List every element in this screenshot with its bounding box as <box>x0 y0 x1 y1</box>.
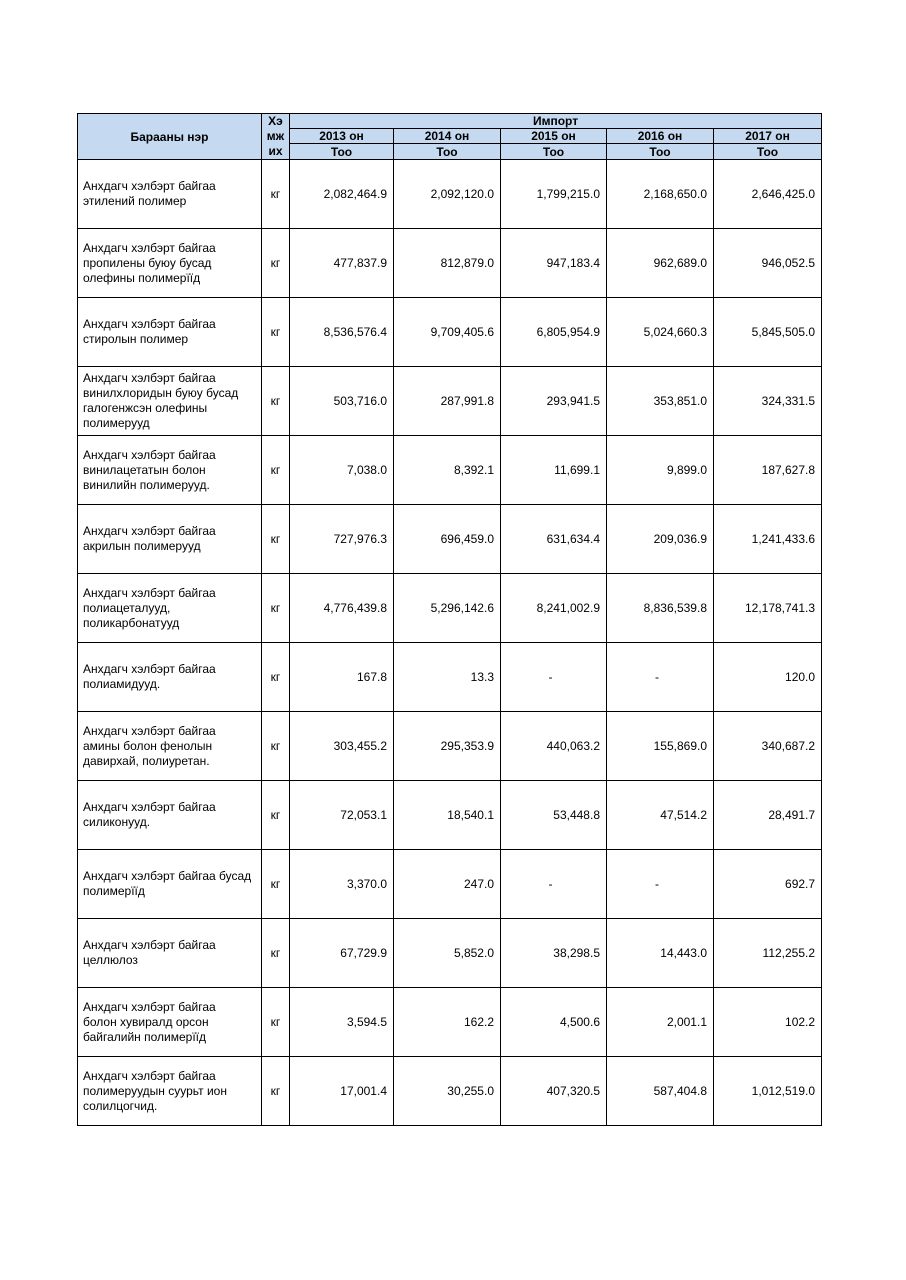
value-cell: 5,024,660.3 <box>607 298 714 367</box>
product-name-line: поликарбонатууд <box>83 615 180 630</box>
value-cell: 112,255.2 <box>714 919 822 988</box>
value-cell: 587,404.8 <box>607 1057 714 1126</box>
product-name-cell <box>78 781 262 850</box>
value-cell: 8,536,576.4 <box>290 298 394 367</box>
value-cell: 295,353.9 <box>394 712 501 781</box>
value-cell: 28,491.7 <box>714 781 822 850</box>
unit-cell: кг <box>262 160 290 229</box>
value-cell: - <box>501 643 607 712</box>
value-cell: 9,899.0 <box>607 436 714 505</box>
header-unit: Хэ мж их <box>262 114 290 160</box>
value-cell: 5,296,142.6 <box>394 574 501 643</box>
value-cell: 2,001.1 <box>607 988 714 1057</box>
value-cell: 155,869.0 <box>607 712 714 781</box>
product-name-line: целлюлоз <box>83 953 138 967</box>
product-name-line: полимеруудын суурьт ион <box>83 1083 227 1098</box>
value-cell: 2,168,650.0 <box>607 160 714 229</box>
product-name-line: байгалийн полимерїїд <box>83 1029 207 1044</box>
value-cell: 5,845,505.0 <box>714 298 822 367</box>
value-cell: 303,455.2 <box>290 712 394 781</box>
product-name-line: Анхдагч хэлбэрт байгаа <box>83 447 216 462</box>
unit-cell: кг <box>262 436 290 505</box>
product-name-cell <box>78 712 262 781</box>
product-name-line: амины болон фенолын <box>83 738 213 753</box>
value-cell: 13.3 <box>394 643 501 712</box>
value-cell: - <box>501 850 607 919</box>
value-cell: 293,941.5 <box>501 367 607 436</box>
product-name-line: Анхдагч хэлбэрт байгаа <box>83 240 216 255</box>
value-cell: 18,540.1 <box>394 781 501 850</box>
product-name-line: винилацетатын болон <box>83 462 206 477</box>
unit-cell: кг <box>262 367 290 436</box>
table-row <box>78 988 822 1057</box>
value-cell: 2,646,425.0 <box>714 160 822 229</box>
value-cell: 53,448.8 <box>501 781 607 850</box>
value-cell: 3,370.0 <box>290 850 394 919</box>
table-row <box>78 574 822 643</box>
value-cell: 12,178,741.3 <box>714 574 822 643</box>
product-name-line: Анхдагч хэлбэрт байгаа <box>83 317 216 331</box>
value-cell: 5,852.0 <box>394 919 501 988</box>
table-row <box>78 781 822 850</box>
unit-cell: кг <box>262 712 290 781</box>
product-name-cell <box>78 988 262 1057</box>
product-name-cell <box>78 436 262 505</box>
value-cell: 692.7 <box>714 850 822 919</box>
value-cell: 1,799,215.0 <box>501 160 607 229</box>
product-name-line: болон хувиралд орсон <box>83 1014 209 1029</box>
product-name-line: полимерууд <box>83 416 150 430</box>
unit-cell: кг <box>262 988 290 1057</box>
value-cell: 67,729.9 <box>290 919 394 988</box>
product-name-line: полиамидууд. <box>83 677 161 691</box>
value-cell: 1,241,433.6 <box>714 505 822 574</box>
product-name-line: этилений полимер <box>83 194 187 208</box>
value-cell: 247.0 <box>394 850 501 919</box>
unit-cell: кг <box>262 1057 290 1126</box>
value-cell: 812,879.0 <box>394 229 501 298</box>
table-row <box>78 850 822 919</box>
value-cell: 696,459.0 <box>394 505 501 574</box>
product-name-line: олефины полимерїїд <box>83 270 201 285</box>
product-name-line: Анхдагч хэлбэрт байгаа бусад <box>83 869 252 883</box>
header-quantity: Тоо <box>290 144 394 160</box>
unit-cell: кг <box>262 781 290 850</box>
value-cell: 324,331.5 <box>714 367 822 436</box>
value-cell: 6,805,954.9 <box>501 298 607 367</box>
value-cell: 1,012,519.0 <box>714 1057 822 1126</box>
value-cell: 38,298.5 <box>501 919 607 988</box>
header-import: Импорт <box>290 114 822 129</box>
product-name-line: Анхдагч хэлбэрт байгаа <box>83 938 216 952</box>
product-name-line: солилцогчид. <box>83 1098 158 1113</box>
product-name-cell <box>78 919 262 988</box>
header-year: 2016 он <box>607 129 714 144</box>
value-cell: 287,991.8 <box>394 367 501 436</box>
product-name-line: Анхдагч хэлбэрт байгаа <box>83 585 216 600</box>
product-name-cell <box>78 229 262 298</box>
product-name-line: полиацеталууд, <box>83 600 171 615</box>
unit-cell: кг <box>262 505 290 574</box>
value-cell: 340,687.2 <box>714 712 822 781</box>
unit-cell: кг <box>262 298 290 367</box>
product-name-line: винилийн полимерууд. <box>83 477 210 492</box>
value-cell: - <box>607 643 714 712</box>
header-year: 2013 он <box>290 129 394 144</box>
value-cell: 72,053.1 <box>290 781 394 850</box>
header-quantity: Тоо <box>394 144 501 160</box>
product-name-line: силиконууд. <box>83 815 151 829</box>
value-cell: 8,836,539.8 <box>607 574 714 643</box>
product-name-line: Анхдагч хэлбэрт байгаа <box>83 179 216 193</box>
value-cell: 162.2 <box>394 988 501 1057</box>
value-cell: 3,594.5 <box>290 988 394 1057</box>
value-cell: 631,634.4 <box>501 505 607 574</box>
product-name-cell <box>78 160 262 229</box>
product-name-line: галогенжсэн олефины <box>83 401 208 415</box>
product-name-line: давирхай, полиуретан. <box>83 753 210 768</box>
table-row <box>78 919 822 988</box>
header-year: 2017 он <box>714 129 822 144</box>
import-table <box>77 113 822 1126</box>
value-cell: 503,716.0 <box>290 367 394 436</box>
product-name-cell <box>78 367 262 436</box>
value-cell: 30,255.0 <box>394 1057 501 1126</box>
product-name-cell <box>78 574 262 643</box>
product-name-line: стиролын полимер <box>83 332 189 346</box>
product-name-line: пропилены буюу бусад <box>83 255 212 270</box>
product-name-line: Анхдагч хэлбэрт байгаа <box>83 800 216 814</box>
header-quantity: Тоо <box>501 144 607 160</box>
value-cell: 962,689.0 <box>607 229 714 298</box>
product-name-line: Анхдагч хэлбэрт байгаа <box>83 371 216 385</box>
product-name-cell <box>78 643 262 712</box>
table-row <box>78 712 822 781</box>
value-cell: 2,092,120.0 <box>394 160 501 229</box>
unit-cell: кг <box>262 643 290 712</box>
value-cell: 209,036.9 <box>607 505 714 574</box>
value-cell: 8,241,002.9 <box>501 574 607 643</box>
product-name-line: Анхдагч хэлбэрт байгаа <box>83 1068 216 1083</box>
table-row <box>78 1057 822 1126</box>
product-name-line: полимерїїд <box>83 884 145 898</box>
value-cell: 102.2 <box>714 988 822 1057</box>
product-name-line: Анхдагч хэлбэрт байгаа <box>83 662 216 676</box>
header-quantity: Тоо <box>607 144 714 160</box>
value-cell: 407,320.5 <box>501 1057 607 1126</box>
product-name-cell <box>78 505 262 574</box>
value-cell: 11,699.1 <box>501 436 607 505</box>
value-cell: 4,500.6 <box>501 988 607 1057</box>
value-cell: 14,443.0 <box>607 919 714 988</box>
value-cell: 477,837.9 <box>290 229 394 298</box>
value-cell: 17,001.4 <box>290 1057 394 1126</box>
table-row <box>78 367 822 436</box>
unit-cell: кг <box>262 229 290 298</box>
value-cell: 353,851.0 <box>607 367 714 436</box>
value-cell: 727,976.3 <box>290 505 394 574</box>
value-cell: 120.0 <box>714 643 822 712</box>
header-quantity: Тоо <box>714 144 822 160</box>
table-row <box>78 229 822 298</box>
product-name-line: акрилын полимерууд <box>83 539 201 553</box>
product-name-cell <box>78 850 262 919</box>
value-cell: 167.8 <box>290 643 394 712</box>
header-product-name: Барааны нэр <box>78 114 262 160</box>
value-cell: 2,082,464.9 <box>290 160 394 229</box>
value-cell: 947,183.4 <box>501 229 607 298</box>
table-row <box>78 160 822 229</box>
table-row <box>78 505 822 574</box>
table-row <box>78 436 822 505</box>
value-cell: 946,052.5 <box>714 229 822 298</box>
unit-cell: кг <box>262 919 290 988</box>
unit-cell: кг <box>262 850 290 919</box>
value-cell: 8,392.1 <box>394 436 501 505</box>
value-cell: 9,709,405.6 <box>394 298 501 367</box>
table-row <box>78 643 822 712</box>
header-year: 2015 он <box>501 129 607 144</box>
value-cell: 4,776,439.8 <box>290 574 394 643</box>
table-row <box>78 298 822 367</box>
value-cell: 7,038.0 <box>290 436 394 505</box>
value-cell: 187,627.8 <box>714 436 822 505</box>
value-cell: 47,514.2 <box>607 781 714 850</box>
value-cell: - <box>607 850 714 919</box>
product-name-line: Анхдагч хэлбэрт байгаа <box>83 999 216 1014</box>
product-name-cell <box>78 298 262 367</box>
product-name-line: Анхдагч хэлбэрт байгаа <box>83 723 216 738</box>
product-name-line: винилхлоридын буюу бусад <box>83 386 239 400</box>
unit-cell: кг <box>262 574 290 643</box>
header-year: 2014 он <box>394 129 501 144</box>
value-cell: 440,063.2 <box>501 712 607 781</box>
product-name-cell <box>78 1057 262 1126</box>
product-name-line: Анхдагч хэлбэрт байгаа <box>83 524 216 538</box>
